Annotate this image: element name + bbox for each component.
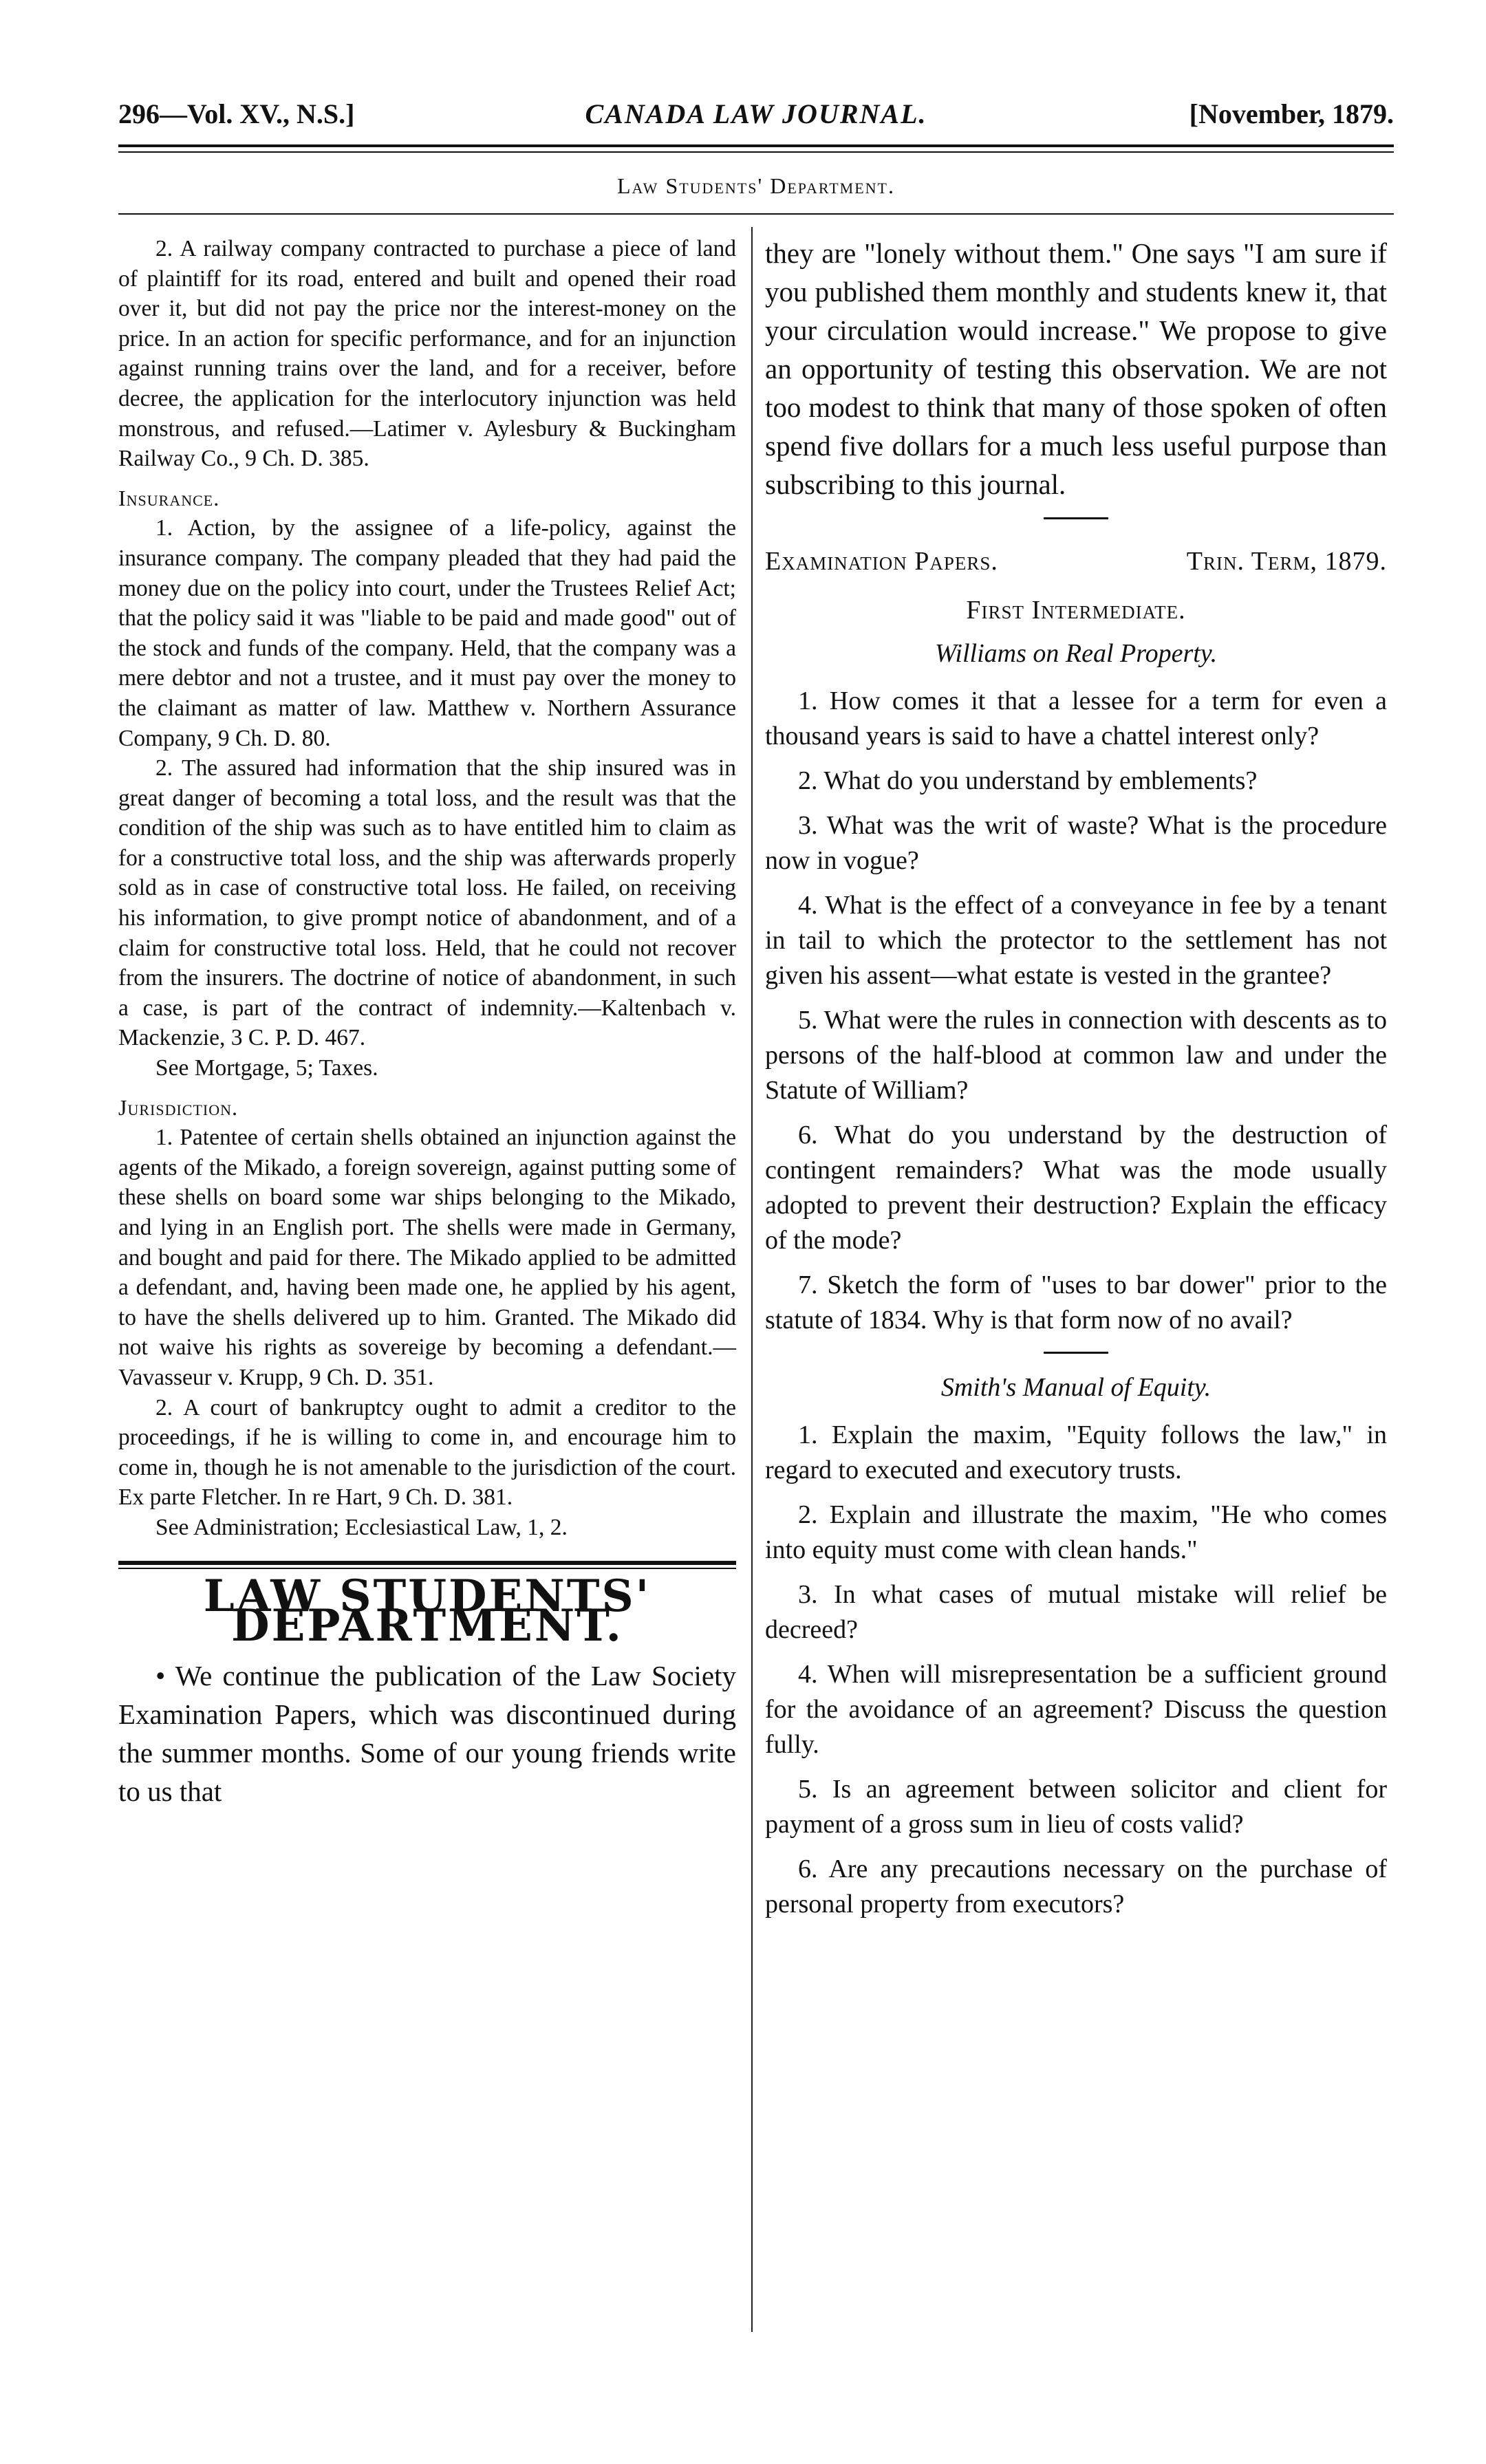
exam-term-label: Trin. Term, 1879. [1186,547,1387,576]
smith-question-5: 5. Is an agreement between solicitor and client for payment of a gross sum in lieu of costs valid? [765,1775,1387,1839]
department-intro-text: We continue the publication of the Law Society Examination Papers, which was discontinued during the summer months. Some of our young friends write to us that [118,1659,736,1807]
intro-continuation: they are "lonely without them." One says "I am sure if you published them monthly and students knew it, that your circulation would increase." We propose to give an opportunity of testing this observation. We are not too modest to think that many of those spoken of often spend five dollars for a much less useful purpose than subscribing to this journal. [765,237,1387,500]
department-intro [118,1656,736,1811]
exam-papers-label: Examination Papers. [765,547,998,576]
insurance-case-1: 1. Action, by the assignee of a life-policy, against the insurance company. The company pleaded that they had paid the money due on the policy into court, under the Trustees Relief Act; that the policy said it was "liable to be paid and made good" out of the stock and funds of the company. Held, that the company was a mere debtor and not a trustee, and it must pay over the money to the claimant as matter of law. Matthew v. Northern Assurance Company, 9 Ch. D. 80. [118,515,736,751]
issue-date: [November, 1879. [1189,98,1394,129]
column-divider [751,227,753,2332]
williams-question-7: 7. Sketch the form of "uses to bar dower" prior to the statute of 1834. Why is that form now of no avail? [765,1271,1387,1334]
insurance-case-2: 2. The assured had information that the ship insured was in great danger of becoming a total loss, and the result was that the condition of the ship was such as to have entitled him to claim as for a constructive total loss, and the ship was afterwards properly sold as in case of constructive total loss. He failed, on receiving his information, to give prompt notice of abandonment, and of a claim for constructive total loss. Held, that he could not recover from the insurers. The doctrine of notice of abandonment, in such a case, is part of the contract of indemnity.—Kaltenbach v. Mackenzie, 3 C. P. D. 467. [118,755,736,1051]
smith-question-6: 6. Are any precautions necessary on the purchase of personal property from executors? [765,1855,1387,1919]
williams-question-5: 5. What were the rules in connection with descents as to persons of the half-blood at common law and under the Statute of William? [765,1006,1387,1105]
smith-question-2: 2. Explain and illustrate the maxim, "He who comes into equity must come with clean hands." [765,1500,1387,1564]
williams-question-3: 3. What was the writ of waste? What is the procedure now in vogue? [765,811,1387,875]
running-header [118,98,1394,139]
header-rule-top [118,144,1394,147]
subheading-rule [118,213,1394,215]
journal-title: CANADA LAW JOURNAL. [585,98,927,129]
bullet-icon: • [155,1659,166,1692]
jurisdiction-see-also: See Administration; Ecclesiastical Law, 1, 2. [155,1514,568,1540]
smith-question-4: 4. When will misrepresentation be a sufficient ground for the avoidance of an agreement? Discuss the question fully. [765,1660,1387,1759]
insurance-see-also: See Mortgage, 5; Taxes. [155,1055,378,1081]
williams-question-4: 4. What is the effect of a conveyance in fee by a tenant in tail to which the protector to the settlement has not given his assent—what estate is vested in the grantee? [765,891,1387,990]
department-heading: LAW STUDENTS' DEPARTMENT. [203,1570,652,1652]
first-intermediate-heading: First Intermediate. [966,596,1186,625]
separator-rule-1 [1044,517,1108,519]
smith-title: Smith's Manual of Equity. [940,1373,1212,1402]
header-rule-bottom [118,151,1394,153]
insurance-heading: Insurance. [118,485,220,510]
jurisdiction-heading: Jurisdiction. [118,1094,239,1120]
section-subheading: Law Students' Department. [617,173,895,198]
smith-question-3: 3. In what cases of mutual mistake will relief be decreed? [765,1580,1387,1644]
jurisdiction-case-2: 2. A court of bankruptcy ought to admit a creditor to the proceedings, if he is willing to come in, and encourage him to come in, though he is not amenable to the jurisdiction of the court. Ex parte Fletcher. In re Hart, 9 Ch. D. 381. [118,1394,736,1511]
department-rule-thick [118,1561,736,1565]
williams-question-1: 1. How comes it that a lessee for a term for even a thousand years is said to have a chattel interest only? [765,687,1387,750]
smith-question-1: 1. Explain the maxim, "Equity follows the law," in regard to executed and executory trusts. [765,1420,1387,1484]
jurisdiction-case-1: 1. Patentee of certain shells obtained an injunction against the agents of the Mikado, a foreign sovereign, against putting some of these shells on board some war ships belonging to the Mikado, and lying in an English port. The shells were made in Germany, and bought and paid for there. The Mikado applied to be admitted a defendant, and, having been made one, he applied by his agent, to have the shells delivered up to him. Granted. The Mikado did not waive his rights as sovereige by becoming a defendant.—Vavasseur v. Krupp, 9 Ch. D. 351. [118,1125,736,1390]
right-column [765,234,1387,1932]
exam-papers-title [765,544,1387,579]
williams-title: Williams on Real Property. [934,639,1218,668]
page-volume: 296—Vol. XV., N.S.] [118,98,355,129]
railway-case: 2. A railway company contracted to purchase a piece of land of plaintiff for its road, entered and built and opened their road over it, but did not pay the price nor the interest-money on the price. In an action for specific performance, and for an injunction against running trains over the land, and for a receiver, before decree, the application for the interlocutory injunction was held monstrous, and refused.—Latimer v. Aylesbury & Buckingham Railway Co., 9 Ch. D. 385. [118,236,736,472]
williams-question-2: 2. What do you understand by emblements? [798,766,1258,795]
separator-rule-2 [1044,1352,1108,1354]
williams-question-6: 6. What do you understand by the destruction of contingent remainders? What was the mode usually adopted to prevent their destruction? Explain the efficacy of the mode? [765,1121,1387,1255]
department-rule-thin [118,1568,736,1569]
left-column [118,234,736,1811]
